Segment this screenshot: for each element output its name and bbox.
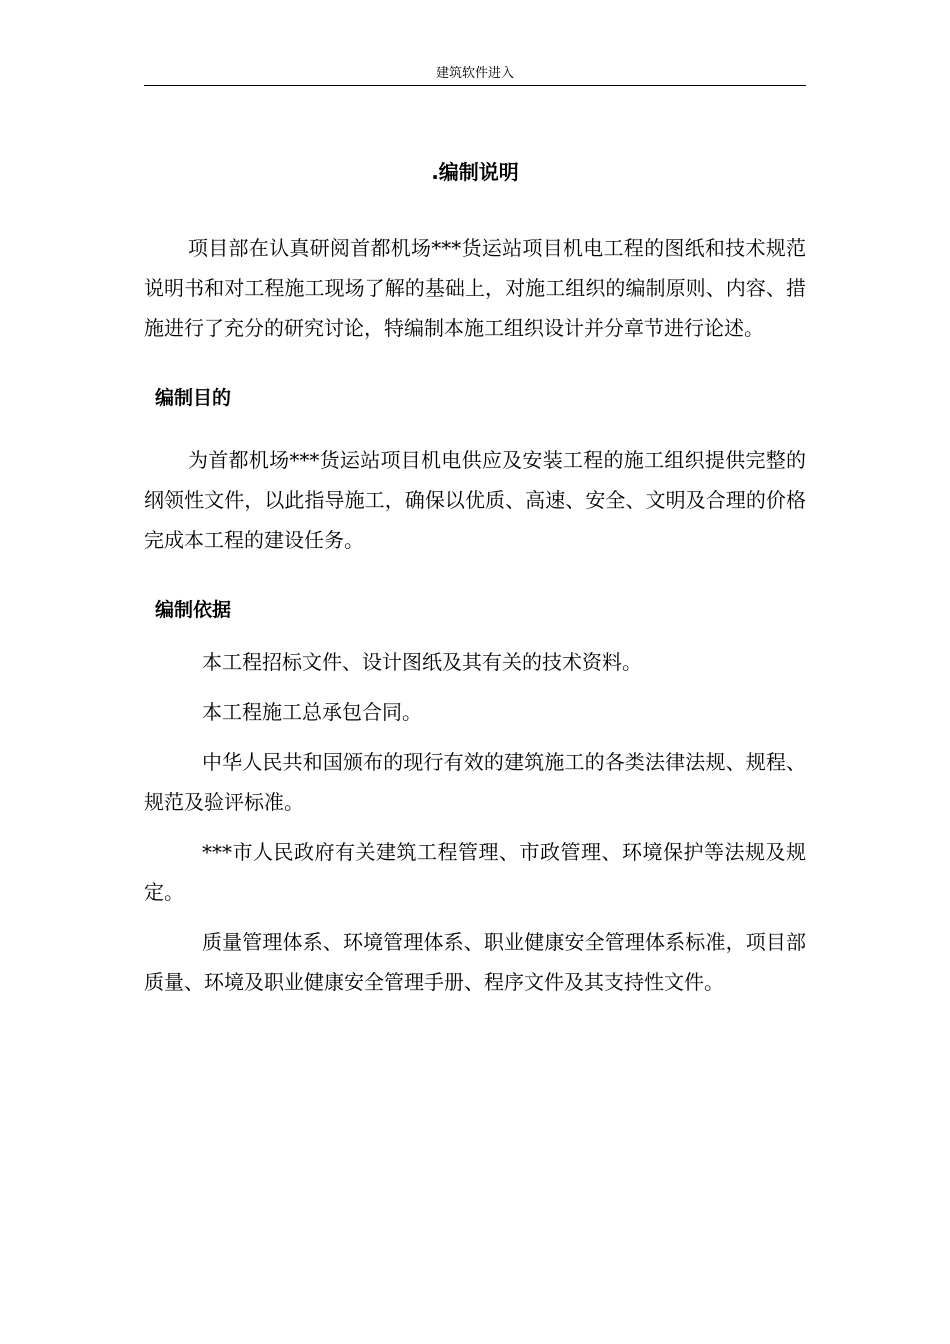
basis-item: 质量管理体系、环境管理体系、职业健康安全管理体系标准，项目部质量、环境及职业健康安全管理手册、程序文件及其支持性文件。 xyxy=(144,930,806,994)
basis-item: 中华人民共和国颁布的现行有效的建筑施工的各类法律法规、规程、规范及验评标准。 xyxy=(144,750,806,814)
section-heading-purpose: 编制目的 xyxy=(155,387,232,409)
intro-paragraph: 项目部在认真研阅首都机场***货运站项目机电工程的图纸和技术规范说明书和对工程施工现场了解的基础上，对施工组织的编制原则、内容、措施进行了充分的研究讨论，特编制本施工组织设计并分章节进行论述。 xyxy=(144,236,806,340)
document-body xyxy=(144,152,806,1002)
basis-item: 本工程招标文件、设计图纸及其有关的技术资料。 xyxy=(202,650,642,674)
document-title: .编制说明 xyxy=(431,160,519,184)
page-header: 建筑软件进入 xyxy=(435,66,514,81)
basis-item: 本工程施工总承包合同。 xyxy=(202,700,422,724)
section-heading-basis: 编制依据 xyxy=(155,599,232,621)
purpose-paragraph: 为首都机场***货运站项目机电供应及安装工程的施工组织提供完整的纲领性文件，以此指导施工，确保以优质、高速、安全、文明及合理的价格完成本工程的建设任务。 xyxy=(144,448,806,552)
basis-item: ***市人民政府有关建筑工程管理、市政管理、环境保护等法规及规定。 xyxy=(144,840,806,904)
header-divider xyxy=(144,85,806,86)
